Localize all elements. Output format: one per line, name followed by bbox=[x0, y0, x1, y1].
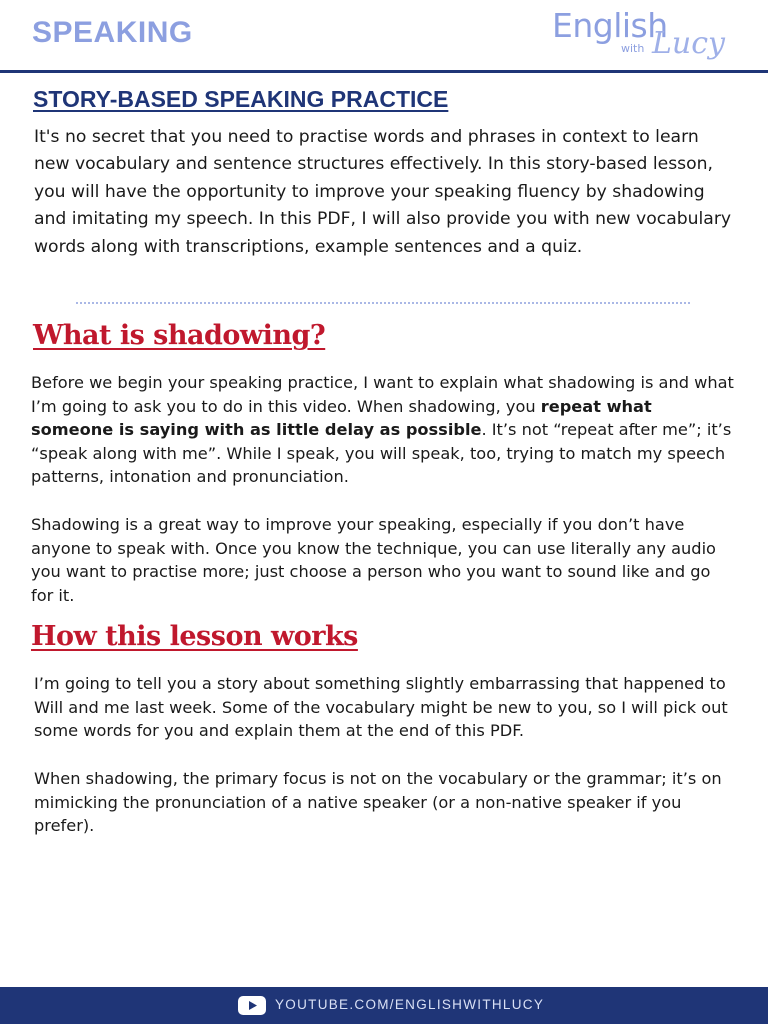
dotted-divider bbox=[76, 302, 690, 304]
section-label: SPEAKING bbox=[32, 16, 193, 49]
shadowing-emphasis: repeat what someone is saying with as little delay as possible bbox=[31, 396, 652, 439]
youtube-icon[interactable] bbox=[238, 996, 266, 1015]
story-heading: STORY-BASED SPEAKING PRACTICE bbox=[33, 86, 449, 112]
shadowing-text-lead: Before we begin your speaking practice, I want to explain what shadowing is and what I’m going to ask you to do in this video. When shadowing, you bbox=[31, 373, 734, 416]
header-divider bbox=[0, 70, 768, 73]
logo-with-text: with bbox=[621, 42, 645, 55]
youtube-link[interactable]: YOUTUBE.COM/ENGLISHWITHLUCY bbox=[275, 997, 545, 1012]
logo-script-text: Lucy bbox=[652, 26, 725, 61]
intro-paragraph: It's no secret that you need to practise words and phrases in context to learn new vocabulary and sentence structures effectively. In this story-based lesson, you will have the opportunity to improve your speaking fluency by shadowing and imitating my speech. In this PDF, I will also provide you with new vocabulary words along with transcriptions, example sentences and a quiz. bbox=[34, 127, 732, 257]
page-header bbox=[0, 0, 768, 72]
shadowing-text-rest: . It’s not “repeat after me”; it’s “speak along with me”. While I speak, you will speak, too, trying to match my speech patterns, intonation and pronunciation. bbox=[31, 420, 732, 486]
lesson-paragraph-2: When shadowing, the primary focus is not on the vocabulary or the grammar; it’s on mimicking the pronunciation of a native speaker (or a non-native speaker if you prefer). bbox=[34, 769, 722, 835]
lesson-heading: How this lesson works bbox=[31, 621, 358, 652]
shadowing-paragraph-1 bbox=[31, 371, 736, 489]
shadowing-paragraph-2: Shadowing is a great way to improve your speaking, especially if you don’t have anyone to speak with. Once you know the technique, you can use literally any audio you want to practise more; just choose a person who you want to sound like and go for it. bbox=[31, 515, 716, 605]
shadowing-heading: What is shadowing? bbox=[33, 320, 326, 351]
logo-main-text: English bbox=[552, 6, 668, 45]
english-with-lucy-logo bbox=[552, 4, 742, 66]
page-footer bbox=[0, 987, 768, 1024]
lesson-paragraph-1: I’m going to tell you a story about something slightly embarrassing that happened to Will and me last week. Some of the vocabulary might be new to you, so I will pick out some words for you and explain them at the end of this PDF. bbox=[34, 674, 728, 740]
